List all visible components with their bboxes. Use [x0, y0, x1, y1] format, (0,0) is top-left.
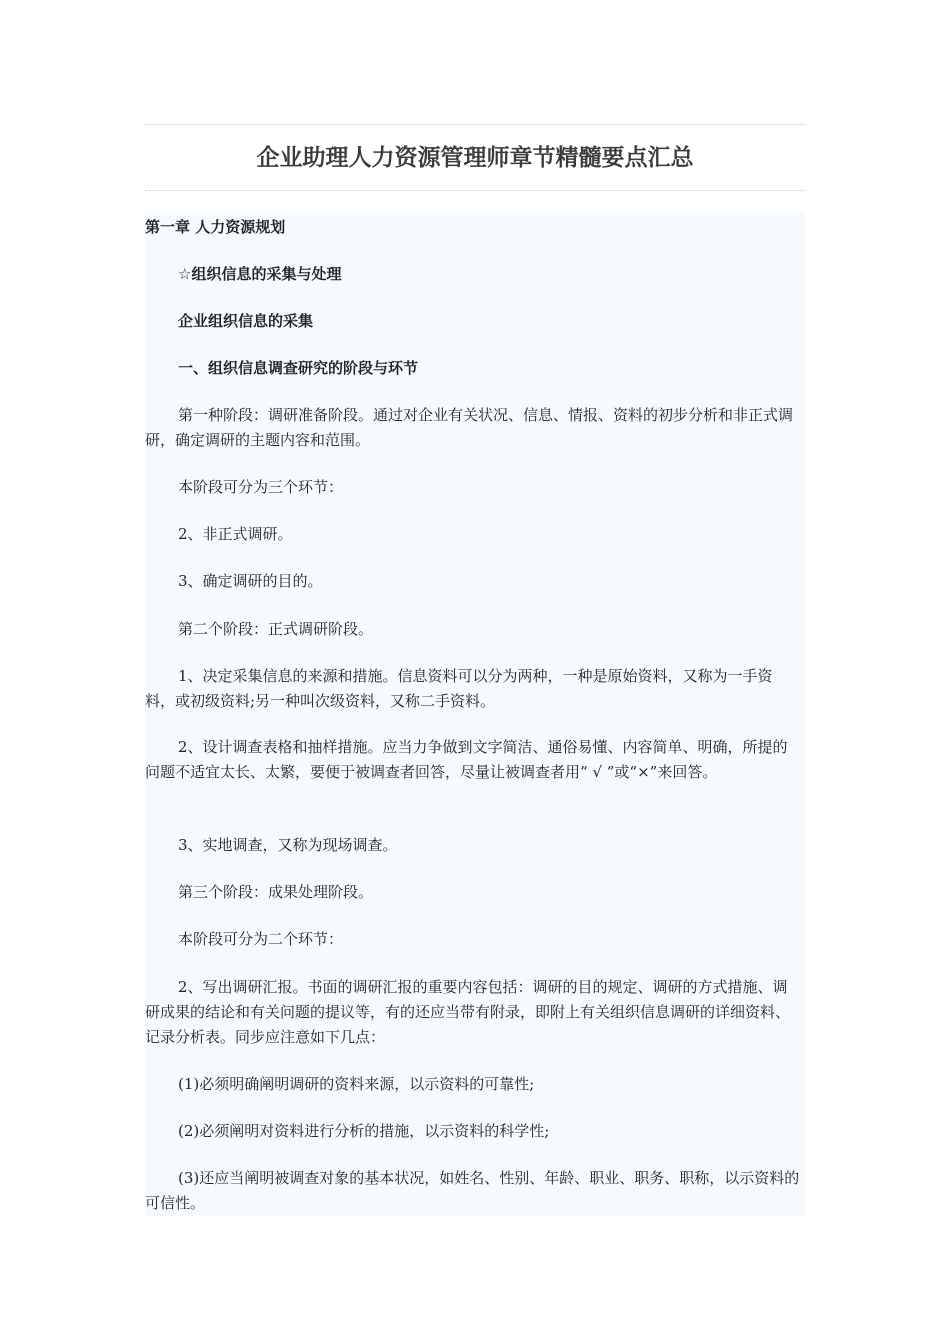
- paragraph: 2、设计调查表格和抽样措施。应当力争做到文字简洁、通俗易懂、内容简单、明确，所提的问题不适宜太长、太繁，要便于被调查者回答，尽量让被调查者用“ √ ”或“×”来回答。: [145, 738, 788, 781]
- paragraph: 本阶段可分为二个环节：: [178, 930, 344, 948]
- paragraph: 2、非正式调研。: [178, 525, 293, 543]
- paragraph: 第三个阶段：成果处理阶段。: [178, 883, 374, 901]
- stage-heading: 一、组织信息调查研究的阶段与环节: [178, 359, 419, 377]
- paragraph: (3)还应当阐明被调查对象的基本状况，如姓名、性别、年龄、职业、职务、职称，以示资料的可信性。: [145, 1169, 800, 1212]
- paragraph: 3、实地调查，又称为现场调查。: [178, 836, 398, 854]
- paragraph: 本阶段可分为三个环节：: [178, 478, 344, 496]
- paragraph: 第一种阶段：调研准备阶段。通过对企业有关状况、信息、情报、资料的初步分析和非正式调研，确定调研的主题内容和范围。: [145, 406, 794, 449]
- bottom-divider: [145, 190, 805, 191]
- paragraph: (2)必须阐明对资料进行分析的措施，以示资料的科学性;: [178, 1122, 550, 1140]
- paragraph: 2、写出调研汇报。书面的调研汇报的重要内容包括：调研的目的规定、调研的方式措施、调研成果的结论和有关问题的提议等，有的还应当带有附录，即附上有关组织信息调研的详细资料、记录分析表。同步应注意如下几点：: [145, 978, 791, 1046]
- paragraph: 3、确定调研的目的。: [178, 572, 323, 590]
- paragraph: 1、决定采集信息的来源和措施。信息资料可以分为两种，一种是原始资料，又称为一手资料，或初级资料;另一种叫次级资料，又称二手资料。: [145, 667, 773, 710]
- document-title: 企业助理人力资源管理师章节精髓要点汇总: [256, 144, 694, 171]
- paragraph: (1)必须明确阐明调研的资料来源，以示资料的可靠性;: [178, 1075, 535, 1093]
- top-divider: [145, 124, 805, 125]
- chapter-heading: 第一章 人力资源规划: [145, 218, 286, 236]
- subsection-heading: 企业组织信息的采集: [178, 312, 314, 330]
- paragraph: 第二个阶段：正式调研阶段。: [178, 620, 374, 638]
- section-heading: ☆组织信息的采集与处理: [178, 265, 342, 283]
- document-body: [145, 213, 805, 1216]
